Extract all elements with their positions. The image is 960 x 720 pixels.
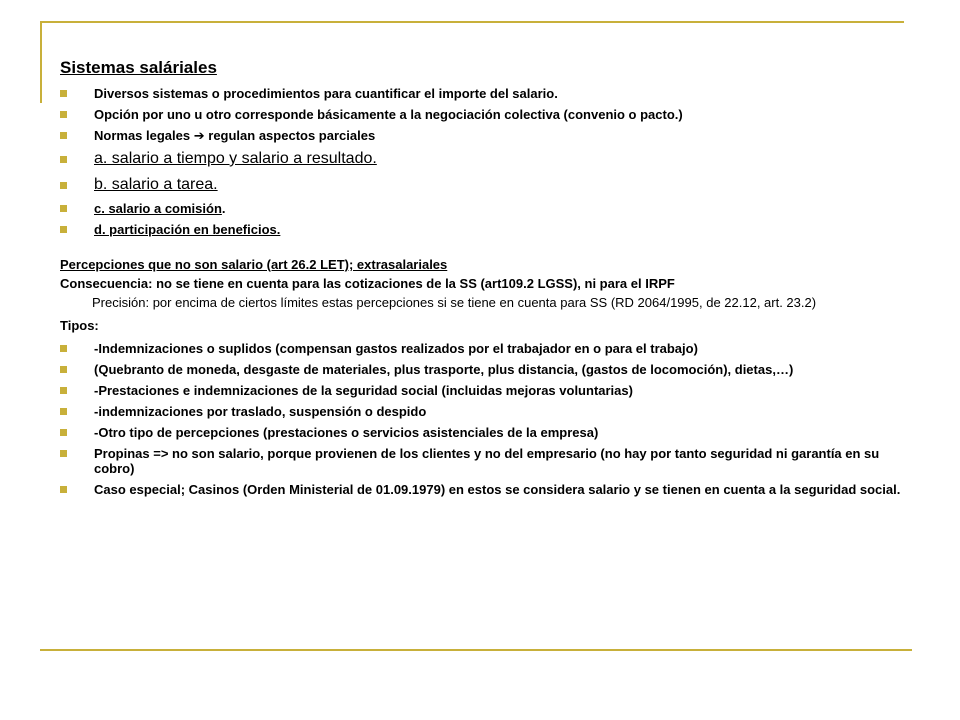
square-bullet-icon — [60, 132, 67, 139]
square-bullet-icon — [60, 429, 67, 436]
square-bullet-icon — [60, 156, 67, 163]
list-item: a. salario a tiempo y salario a resultado. — [60, 149, 902, 169]
list-item: -Otro tipo de percepciones (prestaciones o servicios asistenciales de la empresa) — [60, 425, 902, 440]
tipos-label: Tipos: — [60, 318, 99, 333]
square-bullet-icon — [60, 205, 67, 212]
slide-content — [60, 58, 902, 503]
list-item: Caso especial; Casinos (Orden Ministerial de 01.09.1979) en estos se considera salario y se tienen en cuenta a la seguridad social. — [60, 482, 902, 497]
list-item: -indemnizaciones por traslado, suspensión o despido — [60, 404, 902, 419]
list-item: Opción por uno u otro corresponde básicamente a la negociación colectiva (convenio o pacto.) — [60, 107, 902, 122]
frame-left-line — [40, 21, 42, 103]
list-item: Propinas => no son salario, porque provienen de los clientes y no del empresario (no hay por tanto seguridad ni garantía en su cobro) — [60, 446, 902, 476]
percepciones-heading: Percepciones que no son salario (art 26.2 LET); extrasalariales — [60, 257, 448, 272]
list-item: c. salario a comisión. — [60, 201, 902, 216]
square-bullet-icon — [60, 90, 67, 97]
list-item: b. salario a tarea. — [60, 175, 902, 195]
square-bullet-icon — [60, 111, 67, 118]
tipos-list — [60, 341, 902, 497]
arrow-right-icon: ➔ — [193, 128, 205, 143]
square-bullet-icon — [60, 450, 67, 457]
square-bullet-icon — [60, 345, 67, 352]
slide-title: Sistemas saláriales — [60, 58, 217, 77]
frame-top-line — [40, 21, 904, 23]
consecuencia-text: Consecuencia: no se tiene en cuenta para las cotizaciones de la SS (art109.2 LGSS), ni para el IRPF — [60, 276, 675, 291]
square-bullet-icon — [60, 408, 67, 415]
square-bullet-icon — [60, 226, 67, 233]
list-item: Normas legales ➔ regulan aspectos parciales — [60, 128, 902, 143]
list-item: Diversos sistemas o procedimientos para cuantificar el importe del salario. — [60, 86, 902, 101]
square-bullet-icon — [60, 366, 67, 373]
precision-text: Precisión: por encima de ciertos límites estas percepciones si se tiene en cuenta para SS (RD 2064/1995, de 22.12, art. 23.2) — [92, 295, 817, 310]
square-bullet-icon — [60, 387, 67, 394]
list-item: d. participación en beneficios. — [60, 222, 902, 237]
list-item: -Prestaciones e indemnizaciones de la seguridad social (incluidas mejoras voluntarias) — [60, 383, 902, 398]
sistemas-list — [60, 86, 902, 237]
list-item: -Indemnizaciones o suplidos (compensan gastos realizados por el trabajador en o para el trabajo) — [60, 341, 902, 356]
list-item: (Quebranto de moneda, desgaste de materiales, plus trasporte, plus distancia, (gastos de locomoción), dietas,…) — [60, 362, 902, 377]
square-bullet-icon — [60, 486, 67, 493]
frame-bottom-line — [40, 649, 912, 651]
square-bullet-icon — [60, 182, 67, 189]
